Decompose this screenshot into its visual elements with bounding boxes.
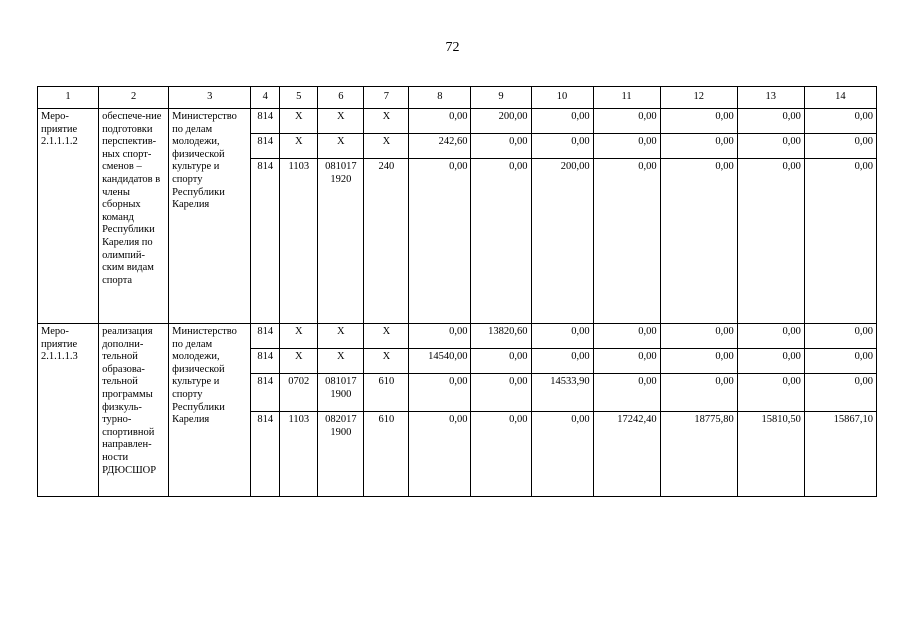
- purpose-cell: реализация дополни-тельной образова-тельной программы физкуль-турно-спортивной направлен-ности РДЮСШОР: [99, 324, 169, 497]
- amount-cell: 14540,00: [409, 349, 471, 374]
- amount-cell: 0,00: [737, 159, 804, 324]
- target-item-cell: 081017 1920: [318, 159, 364, 324]
- amount-cell: 0,00: [531, 324, 593, 349]
- amount-cell: 0,00: [593, 324, 660, 349]
- target-item-cell: X: [318, 109, 364, 134]
- expense-type-cell: X: [364, 109, 409, 134]
- amount-cell: 14533,90: [531, 374, 593, 412]
- expense-type-cell: X: [364, 134, 409, 159]
- target-item-cell: 082017 1900: [318, 412, 364, 497]
- expense-type-cell: 610: [364, 374, 409, 412]
- amount-cell: 0,00: [531, 349, 593, 374]
- amount-cell: 0,00: [660, 109, 737, 134]
- column-header: 12: [660, 87, 737, 109]
- target-item-cell: 081017 1900: [318, 374, 364, 412]
- gr-code-cell: 814: [251, 324, 280, 349]
- executor-cell: Министерство по делам молодежи, физической культуре и спорту Республики Карелия: [169, 324, 251, 497]
- amount-cell: 0,00: [471, 374, 531, 412]
- column-header: 10: [531, 87, 593, 109]
- amount-cell: 0,00: [660, 134, 737, 159]
- section-cell: X: [280, 324, 318, 349]
- section-cell: 1103: [280, 159, 318, 324]
- amount-cell: 18775,80: [660, 412, 737, 497]
- measure-cell: Меро-приятие 2.1.1.1.2: [38, 109, 99, 324]
- amount-cell: 0,00: [531, 412, 593, 497]
- section-cell: X: [280, 349, 318, 374]
- amount-cell: 200,00: [471, 109, 531, 134]
- budget-table: [37, 86, 877, 497]
- amount-cell: 0,00: [804, 374, 876, 412]
- amount-cell: 0,00: [737, 374, 804, 412]
- amount-cell: 0,00: [593, 374, 660, 412]
- amount-cell: 242,60: [409, 134, 471, 159]
- amount-cell: 0,00: [409, 324, 471, 349]
- expense-type-cell: X: [364, 324, 409, 349]
- expense-type-cell: 240: [364, 159, 409, 324]
- target-item-cell: X: [318, 134, 364, 159]
- amount-cell: 0,00: [409, 159, 471, 324]
- column-header: 3: [169, 87, 251, 109]
- amount-cell: 0,00: [471, 134, 531, 159]
- amount-cell: 0,00: [531, 134, 593, 159]
- amount-cell: 0,00: [804, 109, 876, 134]
- target-item-cell: X: [318, 324, 364, 349]
- amount-cell: 0,00: [737, 324, 804, 349]
- amount-cell: 0,00: [593, 134, 660, 159]
- expense-type-cell: X: [364, 349, 409, 374]
- column-header: 8: [409, 87, 471, 109]
- amount-cell: 0,00: [409, 109, 471, 134]
- measure-cell: Меро-приятие 2.1.1.1.3: [38, 324, 99, 497]
- gr-code-cell: 814: [251, 159, 280, 324]
- column-header: 4: [251, 87, 280, 109]
- amount-cell: 0,00: [737, 349, 804, 374]
- amount-cell: 0,00: [804, 349, 876, 374]
- section-cell: X: [280, 134, 318, 159]
- amount-cell: 0,00: [660, 349, 737, 374]
- amount-cell: 15867,10: [804, 412, 876, 497]
- column-header: 9: [471, 87, 531, 109]
- executor-cell: Министерство по делам молодежи, физической культуре и спорту Республики Карелия: [169, 109, 251, 324]
- amount-cell: 0,00: [593, 349, 660, 374]
- gr-code-cell: 814: [251, 109, 280, 134]
- amount-cell: 0,00: [471, 412, 531, 497]
- column-header: 2: [99, 87, 169, 109]
- gr-code-cell: 814: [251, 134, 280, 159]
- column-header: 13: [737, 87, 804, 109]
- page-number: 72: [445, 40, 460, 55]
- table-row: [38, 109, 877, 134]
- amount-cell: 0,00: [471, 159, 531, 324]
- amount-cell: 0,00: [409, 412, 471, 497]
- section-cell: 0702: [280, 374, 318, 412]
- table-row: [38, 324, 877, 349]
- amount-cell: 0,00: [804, 159, 876, 324]
- amount-cell: 0,00: [737, 134, 804, 159]
- section-cell: X: [280, 109, 318, 134]
- amount-cell: 0,00: [531, 109, 593, 134]
- amount-cell: 0,00: [804, 324, 876, 349]
- gr-code-cell: 814: [251, 349, 280, 374]
- purpose-cell: обеспече-ние подготовки перспектив-ных спорт-сменов – кандидатов в члены сборных команд Республики Карелия по олимпий-ским видам спорта: [99, 109, 169, 324]
- column-header: 7: [364, 87, 409, 109]
- amount-cell: 200,00: [531, 159, 593, 324]
- column-header: 1: [38, 87, 99, 109]
- column-header: 5: [280, 87, 318, 109]
- column-number-row: [38, 87, 877, 109]
- amount-cell: 0,00: [409, 374, 471, 412]
- amount-cell: 17242,40: [593, 412, 660, 497]
- amount-cell: 0,00: [593, 109, 660, 134]
- amount-cell: 15810,50: [737, 412, 804, 497]
- gr-code-cell: 814: [251, 412, 280, 497]
- section-cell: 1103: [280, 412, 318, 497]
- gr-code-cell: 814: [251, 374, 280, 412]
- amount-cell: 0,00: [593, 159, 660, 324]
- column-header: 14: [804, 87, 876, 109]
- amount-cell: 0,00: [737, 109, 804, 134]
- column-header: 6: [318, 87, 364, 109]
- target-item-cell: X: [318, 349, 364, 374]
- amount-cell: 0,00: [660, 374, 737, 412]
- expense-type-cell: 610: [364, 412, 409, 497]
- amount-cell: 0,00: [804, 134, 876, 159]
- amount-cell: 0,00: [660, 324, 737, 349]
- amount-cell: 13820,60: [471, 324, 531, 349]
- amount-cell: 0,00: [471, 349, 531, 374]
- amount-cell: 0,00: [660, 159, 737, 324]
- column-header: 11: [593, 87, 660, 109]
